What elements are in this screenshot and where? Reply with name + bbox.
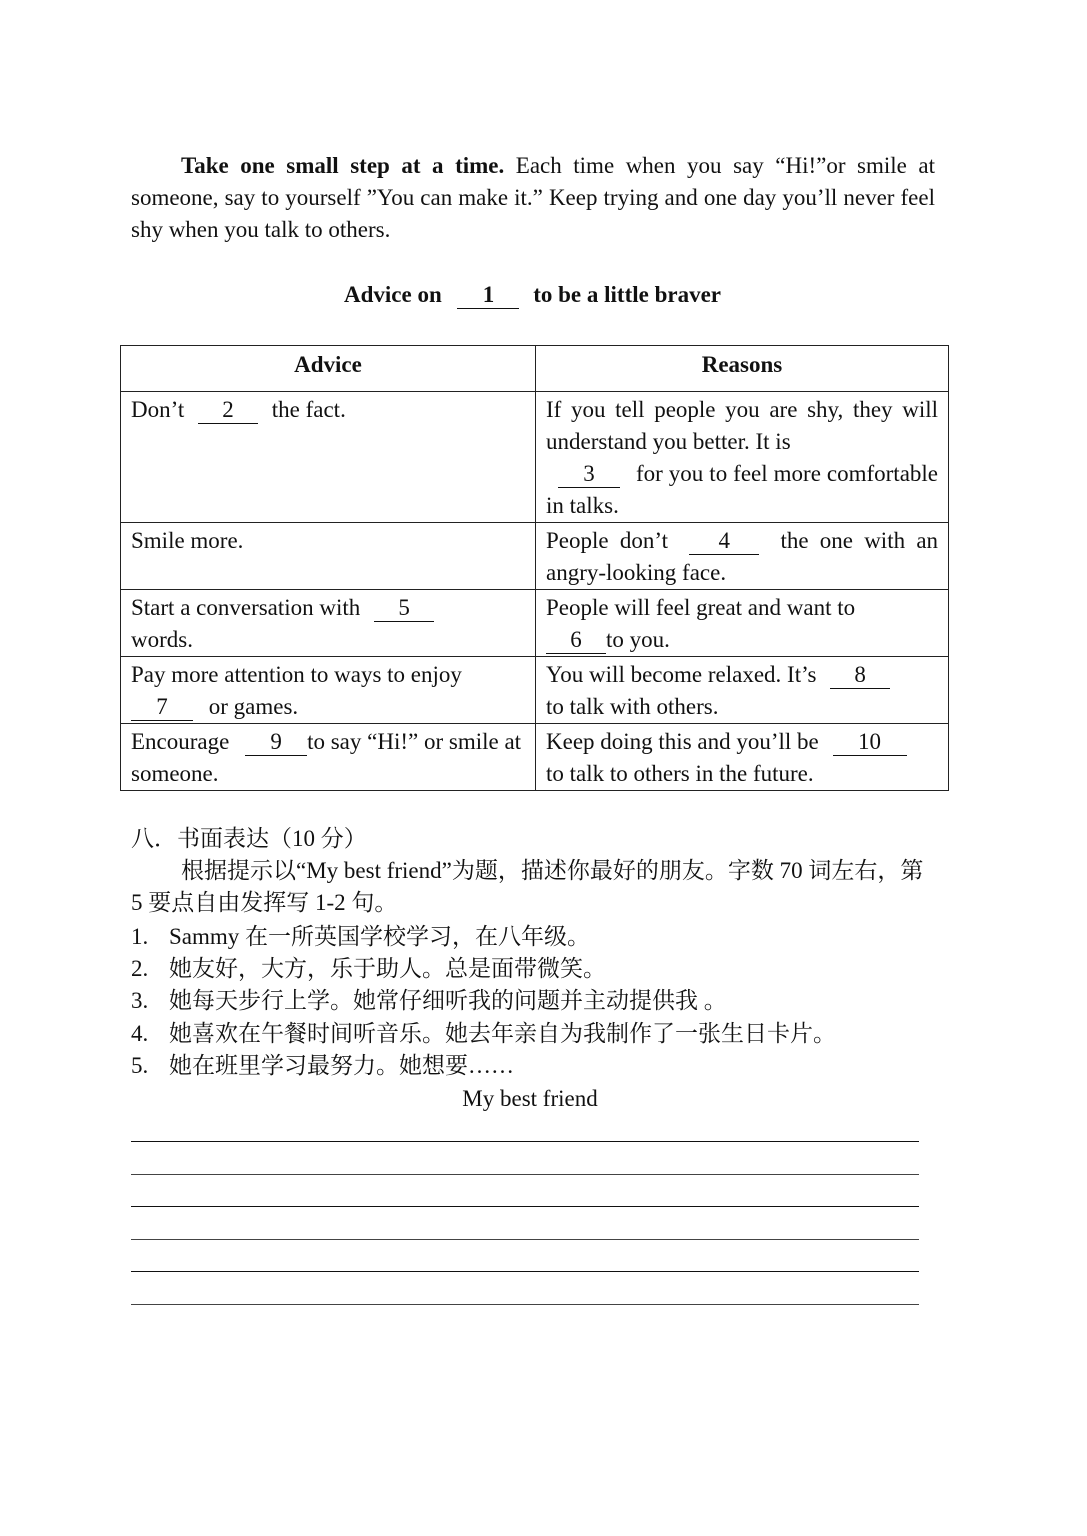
table-header-row bbox=[121, 346, 949, 392]
table-title bbox=[0, 282, 1065, 309]
essay-title: My best friend bbox=[462, 1086, 598, 1111]
advice-text: the fact. bbox=[271, 397, 346, 422]
answer-line[interactable] bbox=[131, 1239, 919, 1240]
reason-cell bbox=[536, 657, 949, 724]
table-title-after: to be a little braver bbox=[533, 282, 722, 307]
point-text: Sammy 在一所英国学校学习，在八年级。 bbox=[169, 924, 591, 949]
reason-text: You will become relaxed. It’s bbox=[546, 662, 817, 687]
reason-text: the one with an angry-looking face. bbox=[546, 528, 939, 585]
answer-line[interactable] bbox=[131, 1174, 919, 1175]
writing-heading: 八．书面表达（10 分） bbox=[131, 826, 367, 851]
reason-text: If you tell people you are shy, they will understand you better. It is bbox=[546, 397, 938, 454]
blank-10[interactable]: 10 bbox=[833, 729, 907, 756]
advice-cell bbox=[121, 523, 536, 590]
table-row bbox=[121, 724, 949, 791]
point-text: 她每天步行上学。她常仔细听我的问题并主动提供我 。 bbox=[169, 988, 727, 1013]
point-number: 5. bbox=[131, 1053, 149, 1078]
point-text: 她友好，大方，乐于助人。总是面带微笑。 bbox=[169, 956, 606, 981]
blank-7[interactable]: 7 bbox=[131, 694, 193, 721]
blank-8[interactable]: 8 bbox=[830, 662, 890, 689]
answer-line[interactable] bbox=[131, 1206, 919, 1207]
point-text: 她在班里学习最努力。她想要…… bbox=[169, 1053, 514, 1078]
advice-cell bbox=[121, 657, 536, 724]
advice-text: Pay more attention to ways to enjoy bbox=[131, 662, 462, 687]
writing-instruction: 根据提示以“My best friend”为题，描述你最好的朋友。字数 70 词左右，第 5 要点自由发挥写 1-2 句。 bbox=[131, 858, 924, 915]
advice-text: Encourage bbox=[131, 729, 230, 754]
answer-line[interactable] bbox=[131, 1141, 919, 1142]
reason-text: for you to feel more comfortable in talks. bbox=[546, 461, 939, 518]
passage-text: Each time when you say “Hi!”or smile at someone, say to yourself ”You can make it.” Keep trying and one day you’ll never feel shy when you talk to others. bbox=[131, 153, 935, 242]
point-number: 1. bbox=[131, 924, 149, 949]
table-row bbox=[121, 657, 949, 724]
point-number: 4. bbox=[131, 1021, 149, 1046]
advice-text: or games. bbox=[208, 694, 299, 719]
answer-line[interactable] bbox=[131, 1304, 919, 1305]
blank-1[interactable]: 1 bbox=[457, 282, 519, 309]
reason-text: People will feel great and want to bbox=[546, 595, 856, 620]
blank-3[interactable]: 3 bbox=[558, 461, 620, 488]
advice-text: Start a conversation with bbox=[131, 595, 361, 620]
header-advice: Advice bbox=[121, 346, 536, 392]
answer-line[interactable] bbox=[131, 1271, 919, 1272]
advice-table bbox=[120, 345, 949, 791]
table-row bbox=[121, 523, 949, 590]
reason-text: People don’t bbox=[546, 528, 668, 553]
advice-text: to say “Hi!” or smile at someone. bbox=[131, 729, 522, 786]
table-row bbox=[121, 392, 949, 523]
blank-6[interactable]: 6 bbox=[546, 627, 606, 654]
writing-point bbox=[131, 921, 941, 953]
reason-cell bbox=[536, 724, 949, 791]
advice-cell bbox=[121, 590, 536, 657]
point-number: 2. bbox=[131, 956, 149, 981]
advice-text: words. bbox=[131, 627, 193, 652]
writing-point bbox=[131, 1018, 941, 1050]
advice-cell bbox=[121, 392, 536, 523]
passage-paragraph bbox=[131, 150, 935, 246]
reason-cell bbox=[536, 523, 949, 590]
advice-text: Don’t bbox=[131, 397, 185, 422]
blank-4[interactable]: 4 bbox=[689, 528, 759, 555]
blank-9[interactable]: 9 bbox=[245, 729, 307, 756]
writing-point bbox=[131, 985, 941, 1017]
reason-text: to talk to others in the future. bbox=[546, 761, 814, 786]
reason-text: to talk with others. bbox=[546, 694, 719, 719]
table-row bbox=[121, 590, 949, 657]
header-reasons: Reasons bbox=[536, 346, 949, 392]
reason-text: to you. bbox=[606, 627, 670, 652]
reason-cell bbox=[536, 590, 949, 657]
writing-point bbox=[131, 1050, 941, 1082]
advice-text: Smile more. bbox=[131, 528, 244, 553]
point-number: 3. bbox=[131, 988, 149, 1013]
reason-text: Keep doing this and you’ll be bbox=[546, 729, 819, 754]
table-title-before: Advice on bbox=[343, 282, 442, 307]
reason-cell bbox=[536, 392, 949, 523]
writing-point bbox=[131, 953, 941, 985]
point-text: 她喜欢在午餐时间听音乐。她去年亲自为我制作了一张生日卡片。 bbox=[169, 1021, 836, 1046]
passage-bold-lead: Take one small step at a time. bbox=[181, 153, 505, 178]
advice-cell bbox=[121, 724, 536, 791]
blank-5[interactable]: 5 bbox=[374, 595, 434, 622]
blank-2[interactable]: 2 bbox=[198, 397, 258, 424]
